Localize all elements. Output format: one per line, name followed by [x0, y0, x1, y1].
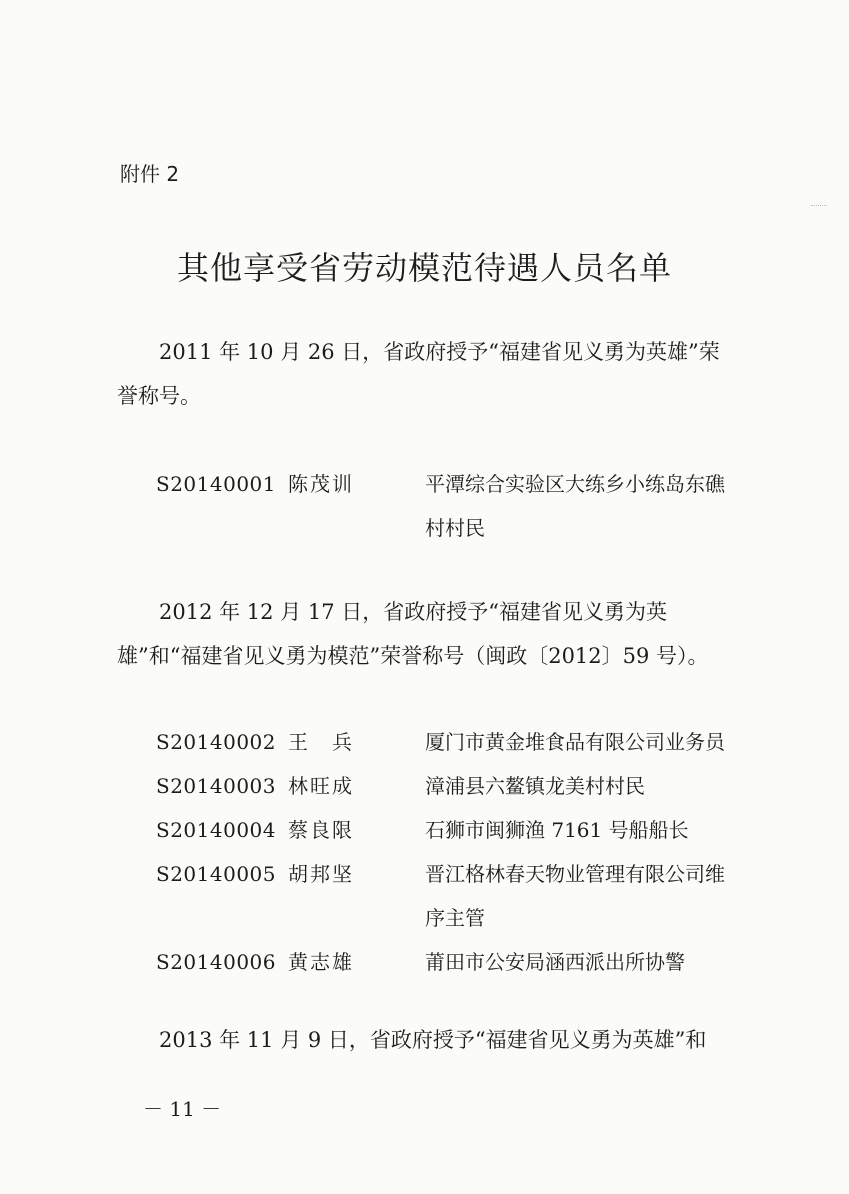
- section-1-paragraph: 2011 年 10 月 26 日，省政府授予“福建省见义勇为英雄”荣誉称号。: [117, 340, 720, 408]
- attachment-label: 附件 2: [120, 162, 180, 186]
- page-title: 其他享受省劳动模范待遇人员名单: [176, 249, 672, 287]
- record-code: S20140002: [156, 730, 276, 754]
- person-description: 平潭综合实验区大练乡小练岛东礁村村民: [425, 472, 725, 540]
- person-name: 胡邦坚: [288, 862, 354, 886]
- section-2-paragraph: 2012 年 12 月 17 日，省政府授予“福建省见义勇为英雄”和“福建省见义勇为模范”荣誉称号（闽政〔2012〕59 号）。: [117, 600, 709, 668]
- person-name: 黄志雄: [288, 950, 354, 974]
- record-code: S20140004: [156, 818, 276, 842]
- page-number: － 11 －: [143, 1097, 222, 1121]
- record-code: S20140003: [156, 774, 276, 798]
- scan-artifact: [811, 205, 827, 216]
- section-3-paragraph: 2013 年 11 月 9 日，省政府授予“福建省见义勇为英雄”和: [159, 1028, 707, 1052]
- person-description: 厦门市黄金堆食品有限公司业务员: [425, 730, 725, 754]
- person-name: 王 兵: [288, 730, 354, 754]
- person-description: 石狮市闽狮渔 7161 号船船长: [425, 818, 689, 842]
- record-code: S20140006: [156, 950, 276, 974]
- person-description: 晋江格林春天物业管理有限公司维序主管: [425, 862, 725, 930]
- record-code: S20140005: [156, 862, 276, 886]
- person-name: 陈茂训: [288, 472, 354, 496]
- person-description: 莆田市公安局涵西派出所协警: [425, 950, 685, 974]
- record-code: S20140001: [156, 472, 276, 496]
- person-name: 林旺成: [288, 774, 354, 798]
- person-name: 蔡良限: [288, 818, 354, 842]
- person-description: 漳浦县六鳌镇龙美村村民: [425, 774, 645, 798]
